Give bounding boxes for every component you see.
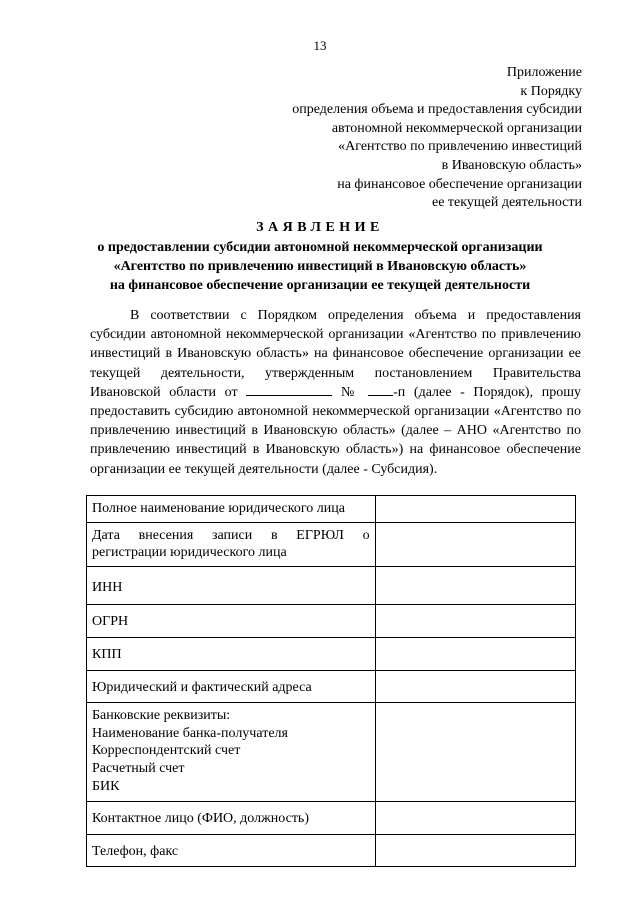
row-label-ogrn: ОГРН (87, 605, 376, 638)
title-line: о предоставлении субсидии автономной некоммерческой организации (97, 240, 543, 255)
title-line: «Агентство по привлечению инвестиций в Ивановскую область» (113, 259, 527, 274)
page-number: 13 (313, 38, 327, 53)
egrul-label-word: ЕГРЮЛ (296, 527, 344, 543)
egrul-label-word: записи (212, 527, 253, 543)
table-row (87, 670, 576, 703)
row-label-inn: ИНН (87, 566, 376, 605)
egrul-label-word: Дата (92, 527, 120, 543)
value-cell-inn[interactable] (375, 566, 575, 605)
bank-details-line: Наименование банка-получателя (92, 725, 288, 741)
value-cell-full-name[interactable] (375, 496, 575, 523)
row-label-phone-fax: Телефон, факс (87, 834, 376, 867)
appendix-line: ее текущей деятельности (432, 195, 582, 211)
number-sign: № (340, 384, 360, 400)
row-label-bank-details (87, 703, 376, 802)
value-cell-contact-person[interactable] (375, 802, 575, 835)
table-row (87, 496, 576, 523)
value-cell-address[interactable] (375, 670, 575, 703)
paragraph-part-2: -п (далее - Порядок), прошу предоставить субсидию автономной некоммерческой организации «Агентство по привлечению инвестиций в Ивановскую область» (далее – АНО «Агентство по привлечению инвестиций в Ивановскую область») на финансовое обеспечение организации ее текущей деятельности (далее - Субсидия). (90, 384, 581, 477)
table-row (87, 637, 576, 670)
appendix-header (292, 64, 582, 213)
bank-details-line: Банковские реквизиты: (92, 708, 231, 724)
value-cell-kpp[interactable] (375, 637, 575, 670)
value-cell-phone-fax[interactable] (375, 834, 575, 867)
egrul-label-word: о (362, 527, 370, 543)
egrul-label-word: в (270, 527, 278, 543)
appendix-line: к Порядку (520, 83, 582, 99)
bank-details-line: БИК (92, 778, 120, 794)
table-row (87, 834, 576, 867)
row-label-egrul-date (87, 522, 376, 566)
appendix-line: Приложение (506, 65, 582, 80)
document-title (40, 218, 600, 295)
table-row (87, 802, 576, 835)
value-cell-egrul-date[interactable] (375, 522, 575, 566)
table-row (87, 522, 576, 566)
value-cell-ogrn[interactable] (375, 605, 575, 638)
appendix-line: на финансовое обеспечение организации (337, 176, 582, 192)
title-line: на финансовое обеспечение организации ее текущей деятельности (109, 278, 531, 293)
title-heading: ЗАЯВЛЕНИЕ (256, 220, 384, 235)
bank-details-line: Корреспондентский счет (92, 743, 241, 759)
applicant-info-table (86, 495, 576, 867)
egrul-label-line-2: регистрации юридического лица (92, 545, 287, 561)
egrul-label-line-1 (92, 527, 370, 545)
row-label-address: Юридический и фактический адреса (87, 670, 376, 703)
row-label-full-name: Полное наименование юридического лица (87, 496, 376, 523)
table-row (87, 566, 576, 605)
appendix-line: в Ивановскую область» (441, 157, 582, 173)
row-label-kpp: КПП (87, 637, 376, 670)
egrul-label-word: внесения (138, 527, 194, 543)
bank-details-line: Расчетный счет (92, 760, 185, 776)
row-label-contact-person: Контактное лицо (ФИО, должность) (87, 802, 376, 835)
table-row (87, 703, 576, 802)
table-row (87, 605, 576, 638)
appendix-line: определения объема и предоставления субсидии (292, 102, 582, 118)
paragraph-part-1: В соответствии с Порядком определения объема и предоставления субсидии автономной некоммерческой организации «Агентство по привлечению инвестиций в Ивановскую область» на финансовое обеспечение организации ее текущей деятельности, утвержденным постановлением Правительства Ивановской области от (90, 308, 581, 400)
value-cell-bank-details[interactable] (375, 703, 575, 802)
date-blank-field[interactable] (246, 385, 332, 396)
number-blank-field[interactable] (368, 385, 393, 396)
appendix-line: «Агентство по привлечению инвестиций (338, 139, 582, 155)
appendix-line: автономной некоммерческой организации (331, 120, 582, 136)
application-paragraph (90, 306, 581, 479)
